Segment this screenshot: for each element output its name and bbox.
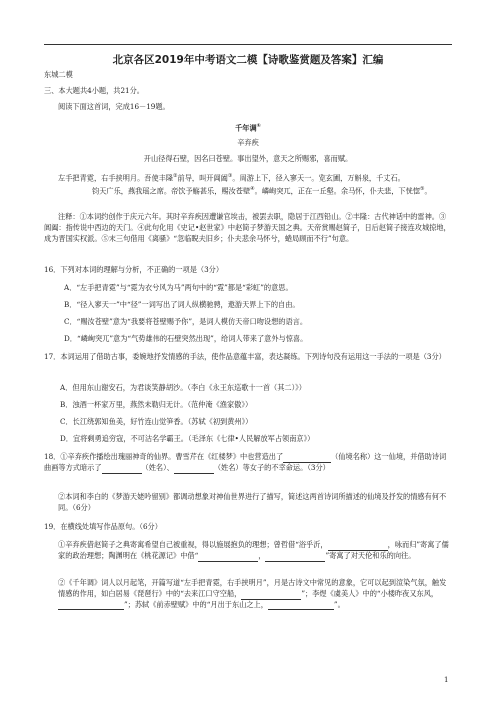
note-ref-4: ④: [250, 186, 255, 193]
q19-2-text-b: ”；李煜《虞美人》中的“小楼昨夜又东风，: [301, 588, 439, 598]
q19-2-text-c: ”；苏轼《前赤壁赋》中的“月出于东山之上，: [124, 599, 268, 609]
q19-1-text-a: ①辛弃疾借赵简子之典寄寓希望自己被重视，得以施展抱负的理想；曾哲借“浴乎沂，: [58, 540, 328, 549]
verse-1-part-c: 。周游上下，径入寥天一。览玄圃，万斛泉，千丈石。: [232, 173, 405, 183]
note-ref-3: ③: [227, 173, 233, 179]
q19-2-text-a: ②《千年调》词人以月起笔，开篇写道“左手把青霓，右手挟明月”，月是古诗文中常见的意象，它可以起到渲染气氛，触发情感的作用，如白居易《琵琶行》中的“去来江口守空船，: [58, 578, 447, 598]
q16-option-d: D．“嶙峋突兀”意为“气势雄伟的石壁突然出现”，给词人带来了意外与惊喜。: [64, 334, 308, 343]
note-ref-2: ②: [173, 173, 178, 179]
q19-blank-4[interactable]: [241, 591, 301, 600]
verse-1-part-a: 左手把青霓，右手挟明月。吾使丰隆: [58, 173, 174, 183]
q17-option-c: C．长江绕郭知鱼美，好竹连山觉笋香。（苏轼《初到黄州》）: [60, 417, 253, 426]
q16-option-a: A．“左手把青霓”与“霓为衣兮风为马”两句中的“霓”都是“彩虹”的意思。: [64, 283, 293, 292]
question-18-part-2: ②本词和李白的《梦游天姥吟留别》都调动想象对神仙世界进行了描写，简述这两首诗词所描述的仙境及抒发的情感有何不同。（6分）: [58, 492, 447, 512]
q19-1-text-c: ，: [258, 550, 266, 560]
q18-blank-1[interactable]: [283, 454, 331, 463]
q19-2-text-d: ”。: [333, 599, 345, 609]
q19-1-text-d: ”寄寓了对天伦和乐的向往。: [325, 550, 416, 560]
q19-blank-6[interactable]: [268, 601, 334, 610]
q18-blank-2[interactable]: [102, 465, 142, 474]
document-title: 北京各区2019年中考语文二模【诗歌鉴赏题及答案】汇编: [112, 54, 384, 66]
q16-option-b: B．“径入寥天一”中“径”一词写出了词人纵横驰骋，遨游天界上下的自由。: [64, 300, 300, 309]
poem-preface: 开山径得石壁，因名曰苍壁。事出望外，意天之所赐邪，喜而赋。: [143, 154, 353, 163]
q18-text-b: （仙境名称）这一仙境，并借助诗词曲画等方式暗示了: [44, 452, 447, 472]
q18-text-a: 18．①辛弃疾作播绘出瑰丽神奇的仙界。曹雪芹在《红楼梦》中也营造出了: [44, 452, 284, 461]
page-number: 1: [444, 676, 449, 684]
district-label: 东城二模: [44, 70, 73, 79]
poem-verse-1: [44, 171, 452, 197]
poem-title-text: 千年调: [235, 123, 257, 133]
question-17: 17．本词运用了借助古事，委婉地抒发情感的手法，使作品意蕴丰富，表达凝练。下列诗句没有运用这一手法的一项是（3分）: [44, 352, 446, 361]
q16-option-c: C．“赐汝苍壁”意为“我要将苍壁赐予你”，是词人模仿天帝口吻设想的语言。: [64, 317, 308, 326]
question-16: 16．下列对本词的理解与分析，不正确的一项是（3分）: [44, 265, 224, 274]
q17-option-b: B．浊酒一杯家万里，燕然未勒归无计。（范仲淹《渔家傲》）: [60, 400, 253, 409]
instruction: 阅读下面这首词，完成16－19题。: [58, 102, 170, 111]
q19-part-2: [58, 578, 452, 610]
question-19: 19．在横线处填写作品原句。（6分）: [44, 522, 162, 531]
q19-part-1: [58, 540, 452, 562]
q17-option-d: D．宜将剩勇追穷寇，不可沽名学霸王。（毛泽东《七律•人民解放军占领南京》）: [60, 434, 315, 443]
verse-1-part-b: 前导，叫开阊阖: [177, 173, 228, 183]
poem-author: 辛弃疾: [237, 138, 259, 147]
poem-title: [44, 121, 452, 134]
section-heading: 三、本大题共4小题，共21分。: [44, 86, 144, 95]
q19-1-text-b: ，咏而归”寄寓了儒家的政治理想；陶渊明在《桃花源记》中借“: [58, 540, 449, 560]
top-rule: [44, 44, 452, 45]
q17-option-a: A．但用东山谢安石，为君谈笑静胡沙。（李白《永王东巡歌十一首（其二）》）: [60, 383, 306, 392]
verse-2-part-b: 。嶙峋突兀，正在一丘壑。余马怀，仆夫悲，下恍惚: [254, 186, 420, 196]
q18-text-d: （姓名）等女子的不幸命运。（3分）: [213, 462, 330, 472]
poem-notes: 注释：①本词约创作于庆元六年。其时辛弃疾因遭谦官埃击，被罢去职，隐居于江西铅山。②丰隆：古代神话中的雷神。③阊阖：指传说中西边的天门。④此句化用《史记•赵世家》中赵简子梦游天国之典。天帝赏赐赵简子，日后赵简子接连攻城掠地，成为晋国实权派。⑤末三句借用《离骚》“忽临睨夫旧乡；仆夫悲余马怀兮，蜷局顾而不行”句意。: [44, 212, 451, 243]
q19-blank-1[interactable]: [328, 542, 388, 551]
q19-blank-5[interactable]: [58, 601, 124, 610]
poem-title-note: ①: [256, 123, 261, 129]
q18-blank-3[interactable]: [174, 465, 214, 474]
verse-2-part-c: 。: [424, 186, 432, 196]
question-18: [44, 452, 452, 474]
q18-text-c: （姓名）、: [141, 462, 174, 472]
q19-blank-3[interactable]: [265, 553, 325, 562]
verse-2-part-a: 钧天广乐，燕我瑶之席。帝饮予觞甚乐，赐汝苍壁: [92, 186, 251, 196]
note-ref-5: ⑤: [419, 186, 425, 193]
q19-blank-2[interactable]: [198, 553, 258, 562]
